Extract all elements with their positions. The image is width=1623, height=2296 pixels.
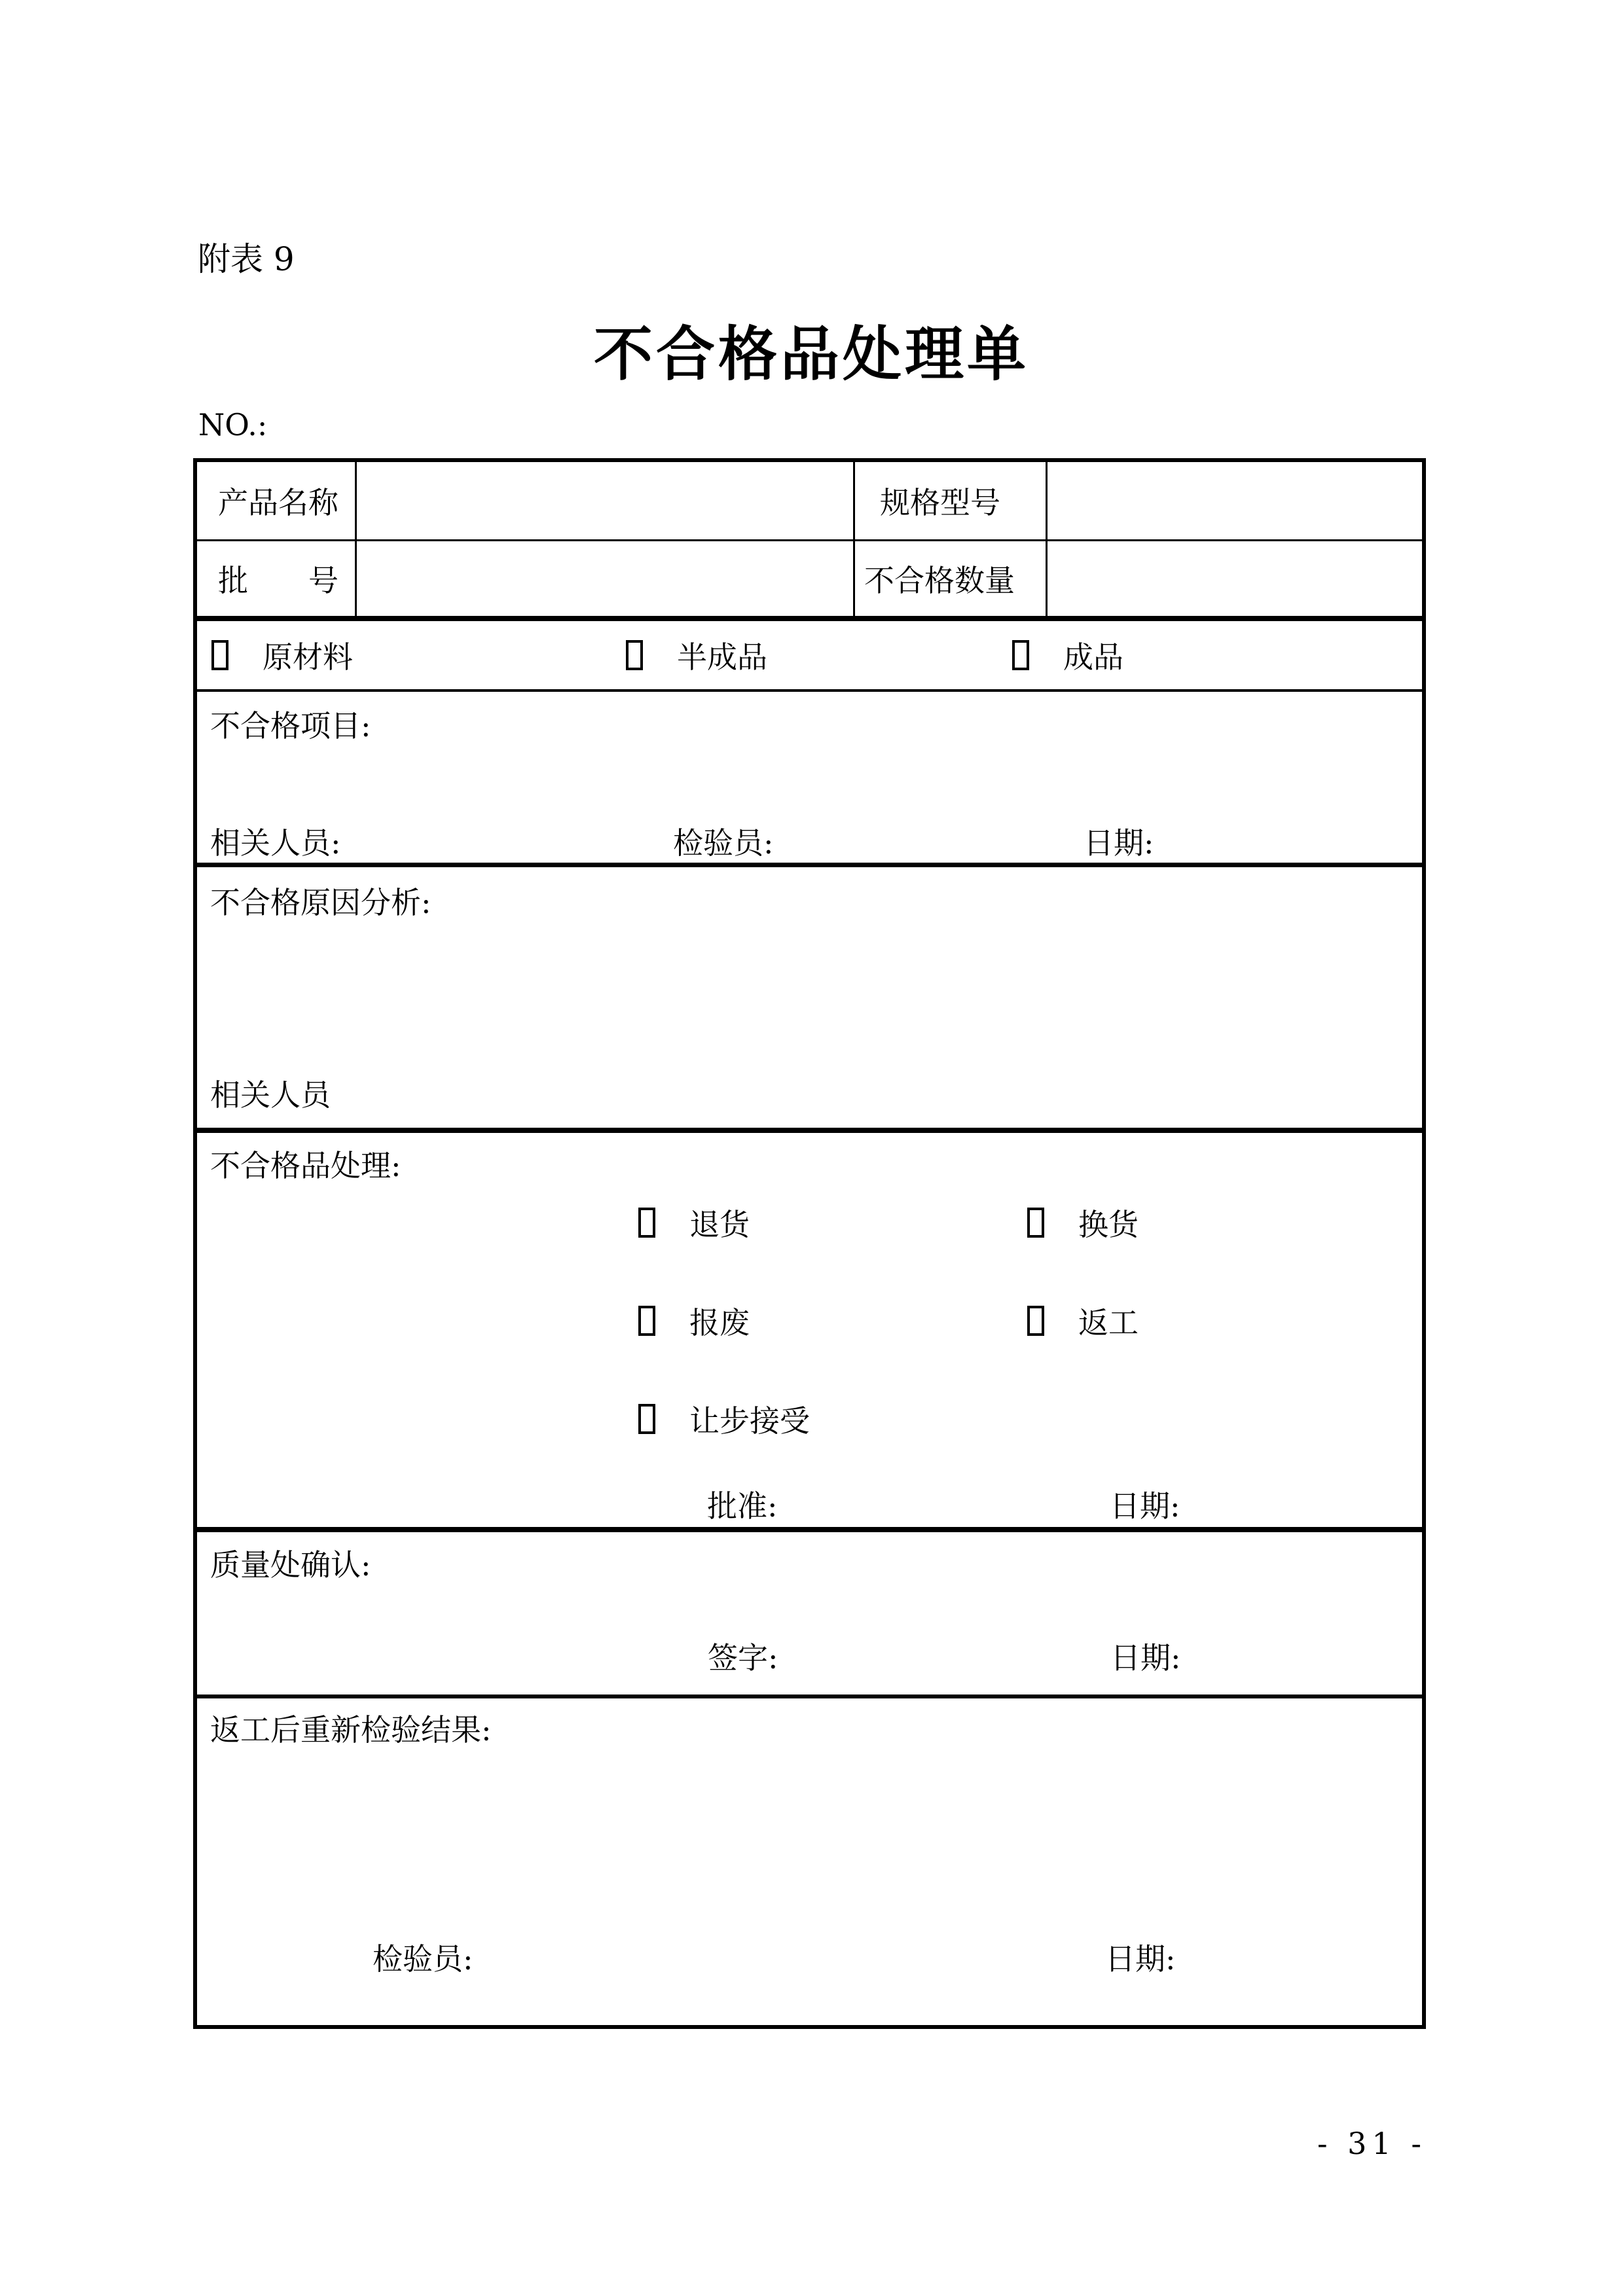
row-category-options [197, 621, 1422, 692]
disposition-option-exchange[interactable] [1027, 1201, 1139, 1244]
product-name-label: 产品名称 [197, 462, 357, 539]
nonconforming-qty-label: 不合格数量 [855, 541, 1048, 616]
section-disposition [197, 1133, 1422, 1532]
spec-model-label: 规格型号 [855, 462, 1048, 539]
quality-confirmation-label: 质量处确认: [210, 1547, 371, 1583]
section-cause-analysis[interactable] [197, 867, 1422, 1133]
category-label: 成品 [1063, 639, 1123, 675]
batch-no-label: 批 号 [197, 541, 357, 616]
category-option-semi-finished[interactable] [626, 634, 767, 677]
page-number: - 31 - [1317, 2126, 1427, 2161]
checkbox-icon[interactable] [1012, 640, 1029, 670]
checkbox-icon[interactable] [638, 1306, 655, 1336]
disposition-option-rework[interactable] [1027, 1299, 1139, 1342]
nonconforming-qty-value-cell[interactable] [1048, 541, 1422, 616]
nonconforming-product-form-table [193, 458, 1426, 2029]
row-batch-qty [197, 541, 1422, 621]
section-recheck-result[interactable] [197, 1698, 1422, 2025]
option-label: 退货 [689, 1207, 750, 1242]
date-label: 日期: [1110, 1488, 1180, 1524]
section-quality-confirmation[interactable] [197, 1532, 1422, 1698]
approve-label: 批准: [707, 1488, 778, 1524]
row-product-spec [197, 462, 1422, 541]
category-option-finished[interactable] [1012, 634, 1123, 677]
annex-label: 附表 9 [198, 240, 295, 278]
checkbox-icon[interactable] [638, 1404, 655, 1434]
disposition-option-scrap[interactable] [638, 1299, 750, 1342]
category-label: 原材料 [263, 639, 353, 675]
option-label: 返工 [1078, 1305, 1139, 1340]
product-name-value-cell[interactable] [357, 462, 855, 539]
related-personnel-label: 相关人员 [210, 1077, 331, 1113]
inspector-label: 检验员: [673, 825, 774, 861]
nonconforming-items-label: 不合格项目: [210, 708, 371, 744]
recheck-result-label: 返工后重新检验结果: [210, 1712, 492, 1748]
option-label: 报废 [689, 1305, 750, 1340]
batch-no-value-cell[interactable] [357, 541, 855, 616]
checkbox-icon[interactable] [626, 640, 643, 670]
disposition-option-return[interactable] [638, 1201, 750, 1244]
disposition-option-concession[interactable] [638, 1397, 810, 1441]
form-number-label: NO.: [198, 407, 268, 442]
cause-analysis-label: 不合格原因分析: [210, 885, 431, 920]
section-nonconforming-items[interactable] [197, 692, 1422, 867]
date-label: 日期: [1084, 825, 1154, 861]
checkbox-icon[interactable] [638, 1208, 655, 1238]
checkbox-icon[interactable] [211, 640, 228, 670]
date-label: 日期: [1105, 1941, 1176, 1977]
category-label: 半成品 [677, 639, 767, 675]
page-title: 不合格品处理单 [594, 319, 1029, 389]
option-label: 换货 [1078, 1207, 1139, 1242]
inspector-label: 检验员: [373, 1941, 473, 1977]
date-label: 日期: [1110, 1640, 1181, 1676]
spec-model-value-cell[interactable] [1048, 462, 1422, 539]
option-label: 让步接受 [689, 1403, 810, 1439]
disposition-label: 不合格品处理: [210, 1148, 401, 1183]
checkbox-icon[interactable] [1027, 1208, 1044, 1238]
sign-label: 签字: [708, 1640, 778, 1676]
checkbox-icon[interactable] [1027, 1306, 1044, 1336]
related-personnel-label: 相关人员: [210, 825, 341, 861]
category-option-raw-material[interactable] [211, 634, 353, 677]
